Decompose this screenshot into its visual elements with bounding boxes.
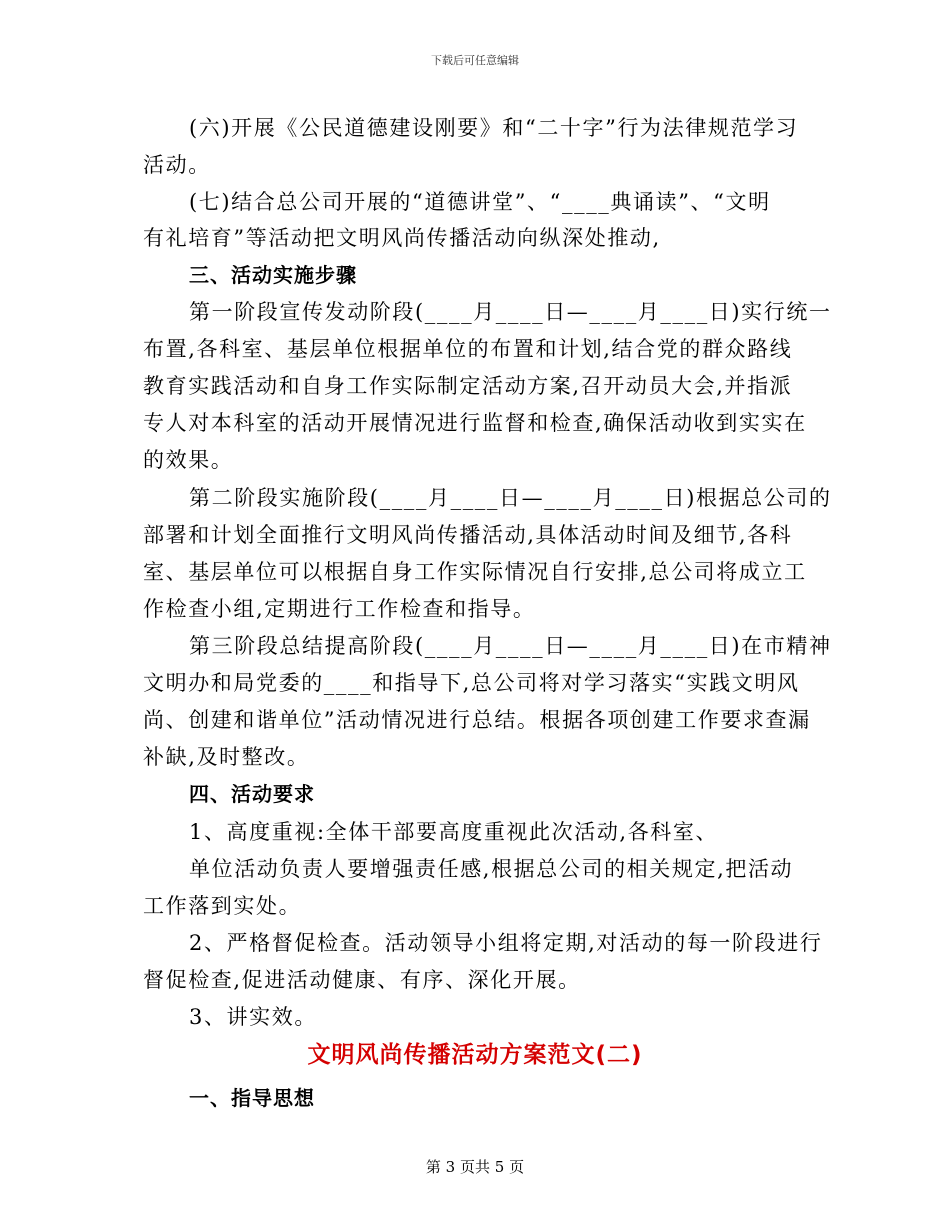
paragraph-line: 教育实践活动和自身工作实际制定活动方案,召开动员大会,并指派: [143, 374, 793, 398]
paragraph-line: 文明办和局党委的____和指导下,总公司将对学习落实“实践文明风: [143, 671, 800, 695]
paragraph-line: 3、讲实效。: [189, 1005, 317, 1029]
page-header: 下载后可任意编辑: [431, 54, 519, 67]
paragraph-line: (六)开展《公民道德建设刚要》和“二十字”行为法律规范学习: [189, 116, 799, 140]
paragraph-line: 补缺,及时整改。: [143, 745, 310, 769]
paragraph-line: 工作落到实处。: [143, 894, 302, 918]
paragraph-line: 尚、创建和谐单位”活动情况进行总结。根据各项创建工作要求查漏: [143, 708, 811, 732]
paragraph-line: 有礼培育”等活动把文明风尚传播活动向纵深处推动,: [143, 226, 661, 250]
paragraph-line: 部署和计划全面推行文明风尚传播活动,具体活动时间及细节,各科: [143, 523, 793, 547]
paragraph-line: 的效果。: [143, 448, 234, 472]
paragraph-line: 活动。: [143, 153, 211, 177]
paragraph-line: 室、基层单位可以根据自身工作实际情况自行安排,总公司将成立工: [143, 560, 807, 584]
paragraph-line: 专人对本科室的活动开展情况进行监督和检查,确保活动收到实实在: [143, 411, 807, 435]
section-heading: 一、指导思想: [189, 1086, 315, 1110]
document-title: 文明风尚传播活动方案范文(二): [307, 1042, 643, 1068]
paragraph-line: 第三阶段总结提高阶段(____月____日—____月____日)在市精神: [189, 634, 832, 658]
page-footer: 第 3 页共 5 页: [425, 1158, 525, 1176]
paragraph-line: 作检查小组,定期进行工作检查和指导。: [143, 597, 536, 621]
paragraph-line: 2、严格督促检查。活动领导小组将定期,对活动的每一阶段进行: [189, 931, 823, 955]
paragraph-line: 第二阶段实施阶段(____月____日—____月____日)根据总公司的: [189, 486, 832, 510]
paragraph-line: (七)结合总公司开展的“道德讲堂”、“____典诵读”、“文明: [189, 190, 771, 214]
section-heading: 三、活动实施步骤: [189, 263, 357, 287]
paragraph-line: 布置,各科室、基层单位根据单位的布置和计划,结合党的群众路线: [143, 337, 793, 361]
paragraph-line: 第一阶段宣传发动阶段(____月____日—____月____日)实行统一: [189, 300, 832, 324]
paragraph-line: 单位活动负责人要增强责任感,根据总公司的相关规定,把活动: [189, 857, 794, 881]
section-heading: 四、活动要求: [189, 782, 315, 806]
paragraph-line: 督促检查,促进活动健康、有序、深化开展。: [143, 968, 581, 992]
paragraph-line: 1、高度重视:全体干部要高度重视此次活动,各科室、: [189, 820, 719, 844]
